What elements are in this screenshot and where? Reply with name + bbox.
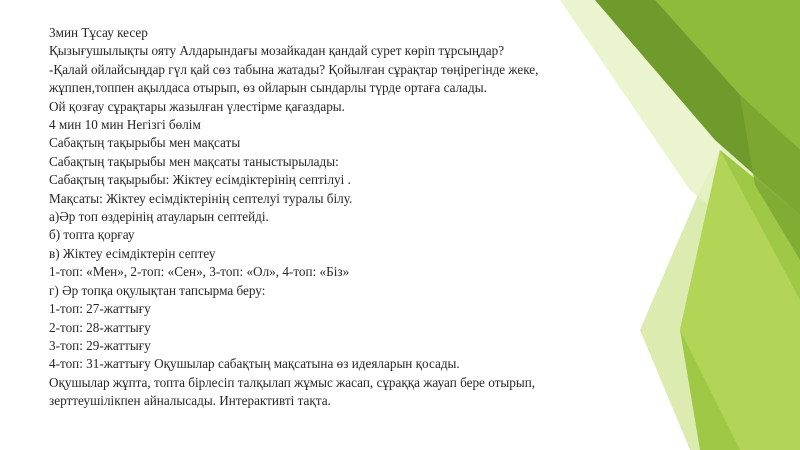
text-line: Мақсаты: Жіктеу есімдіктерінің септелуі туралы білу. bbox=[49, 190, 353, 206]
text-line: 3мин Тұсау кесер bbox=[49, 25, 148, 40]
text-line: а)Әр топ өздерінің атауларын септейді. bbox=[49, 209, 269, 225]
text-line: 2-топ: 28-жаттығу bbox=[49, 319, 151, 335]
text-line: 3-топ: 29-жаттығу bbox=[49, 337, 151, 353]
text-line: зерттеушілікпен айналысады. Интерактивті тақта. bbox=[49, 393, 331, 409]
text-line: Сабақтың тақырыбы мен мақсаты таныстырылады: bbox=[49, 153, 339, 169]
text-line: жұппен,топпен ақылдаса отырып, өз ойларын сындарлы түрде ортаға салады. bbox=[49, 80, 487, 96]
text-line: б) топта қорғау bbox=[49, 227, 135, 243]
text-line: 1-топ: 27-жаттығу bbox=[49, 301, 151, 317]
text-line: в) Жіктеу есімдіктерін септеу bbox=[49, 245, 216, 261]
text-line: Оқушылар жұпта, топта бірлесіп талқылап жұмыс жасап, сұраққа жауап бере отырып, bbox=[49, 374, 536, 390]
text-line: Сабақтың тақырыбы мен мақсаты bbox=[49, 135, 241, 151]
text-line: Сабақтың тақырыбы: Жіктеу есімдіктерінің септілуі . bbox=[49, 172, 351, 188]
slide-body-text bbox=[49, 24, 629, 411]
text-line: -Қалай ойлайсыңдар гүл қай сөз табына жатады? Қойылған сұрақтар төңірегінде жеке, bbox=[49, 61, 539, 77]
text-line: Қызығушылықты ояту Алдарындағы мозайкадан қандай сурет көріп тұрсыңдар? bbox=[49, 43, 505, 59]
text-line: г) Әр топқа оқулықтан тапсырма беру: bbox=[49, 282, 266, 298]
text-line: 4-топ: 31-жаттығу Оқушылар сабақтың мақсатына өз идеяларын қосады. bbox=[49, 356, 460, 372]
text-line: Ой қозғау сұрақтары жазылған үлестірме қағаздары. bbox=[49, 98, 345, 114]
text-line: 1-топ: «Мен», 2-топ: «Сен», 3-топ: «Ол», 4-топ: «Біз» bbox=[49, 264, 350, 280]
text-line: 4 мин 10 мин Негізгі бөлім bbox=[49, 117, 201, 133]
